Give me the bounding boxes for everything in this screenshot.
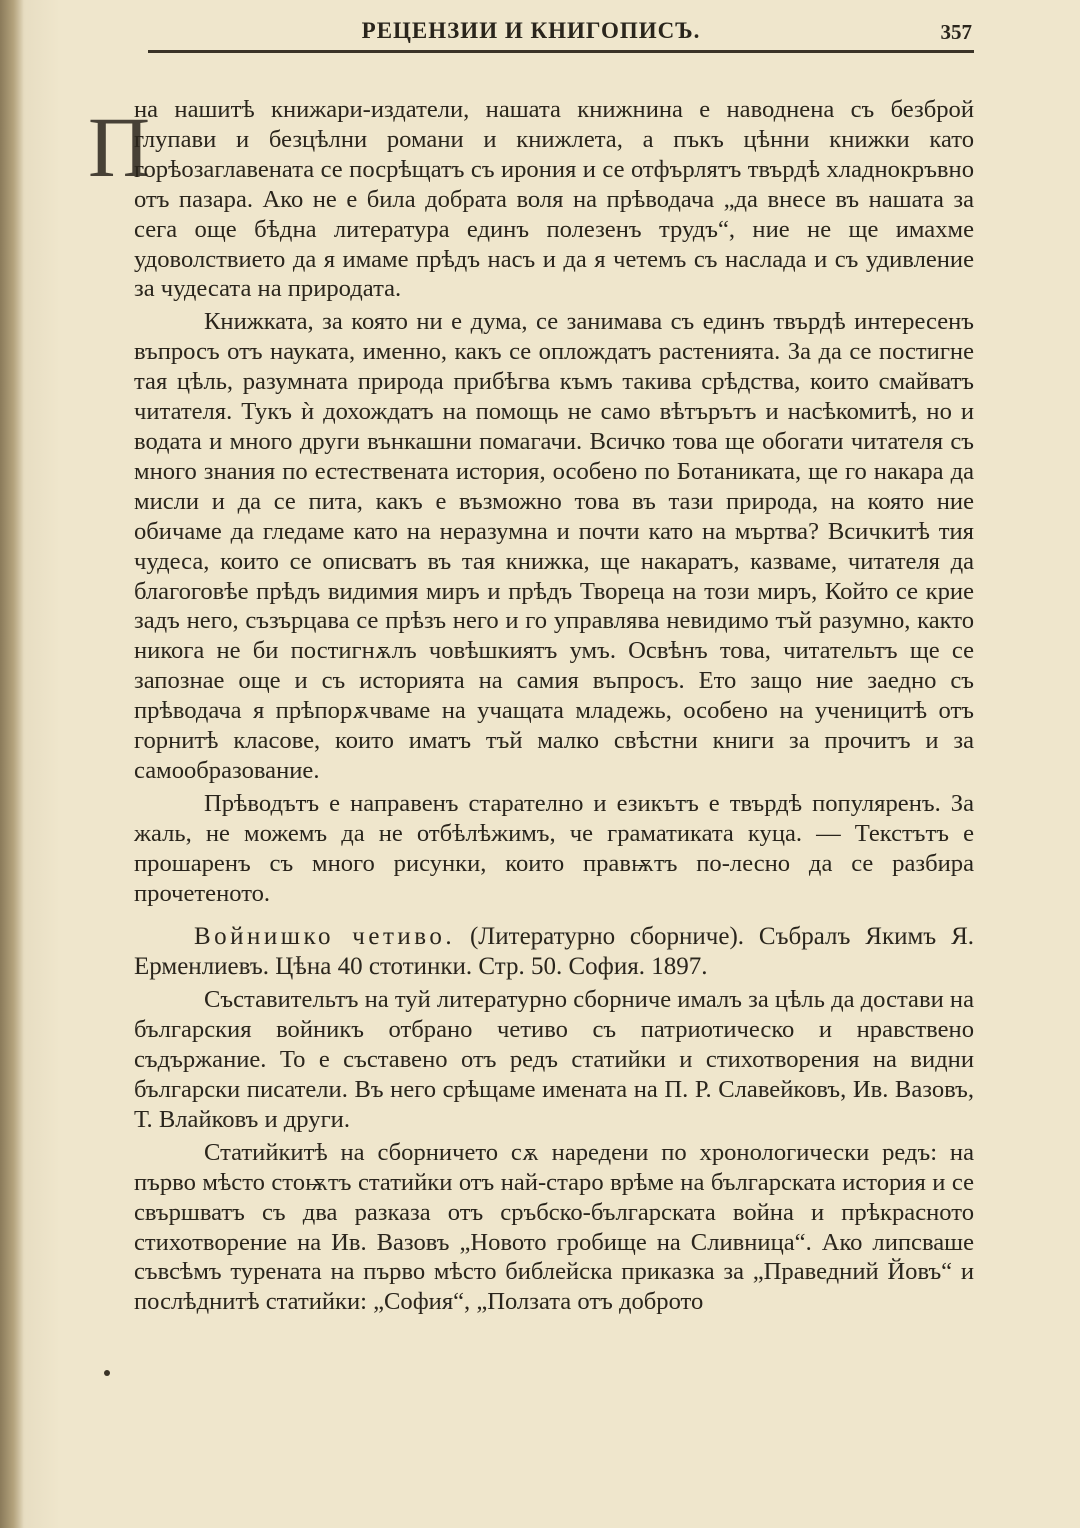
- review2-paragraph-2: Статийкитѣ на сборничето сѫ наредени по хронологически редъ: на първо мѣсто стоѭтъ статийки отъ най-старо врѣме на българската история и се свършватъ съ два разказа отъ сръбско-българската война и прѣкрасното стихотворение на Ив. Вазовъ „Новото гробище на Сливница“. Ако липсваше съвсѣмъ турената на първо мѣсто библейска приказка за „Праведний Йовъ“ и послѣднитѣ статийки: „София“, „Ползата отъ доброто: [134, 1138, 974, 1316]
- review1-paragraph-1: на нашитѣ книжари-издатели, нашата книжнина е наводнена съ безброй глупави и безцѣлни романи и книжлета, а пъкъ цѣнни книжки като горѣозаглавената се посрѣщатъ съ ирония и се отфърлятъ твърдѣ хладнокръвно отъ пазара. Ако не е била добрата воля на прѣводача „да внесе въ нашата за сега още бѣдна литература единъ полезенъ трудъ“, ние не ще имахме удоволствието да я имаме прѣдъ насъ и да я четемъ съ наслада и съ удивление за чудесата на природата.: [134, 96, 974, 303]
- review1-paragraph-3: Прѣводътъ е направенъ старателно и езикътъ е твърдѣ популяренъ. За жаль, не можемъ да не отбѣлѣжимъ, че граматиката куца. — Текстътъ е прошаренъ съ много рисунки, които правѭтъ по-лесно да се разбира прочетеното.: [134, 789, 974, 907]
- ink-speck: [104, 1370, 110, 1376]
- binding-shadow: [0, 0, 24, 1528]
- article-body: [134, 95, 974, 1317]
- review2-book-title: Войнишко четиво.: [194, 923, 456, 951]
- page-number: 357: [940, 20, 972, 44]
- review2-book-details: (Литературно сборниче). Събралъ Якимъ Я. Ерменлиевъ. Цѣна 40 стотинки. Стр. 50. София. 1897.: [134, 923, 974, 981]
- section-title: РЕЦЕНЗИИ И КНИГОПИСЪ.: [361, 18, 701, 43]
- header-rule: [148, 50, 974, 53]
- drop-cap-letter: П: [88, 99, 151, 195]
- review1-paragraph-2: Книжката, за която ни е дума, се занимава съ единъ твърдѣ интересенъ въпросъ отъ науката, именно, какъ се оплождатъ растенията. За да се постигне тая цѣль, разумната природа прибѣгва къмъ такива срѣдства, които смайватъ читателя. Тукъ ѝ дохождатъ на помощь не само вѣтърътъ и насѣкомитѣ, но и водата и много други вънкашни помагачи. Всичко това ще обогати читателя съ много знания по естествената история, особено по Ботаниката, ще го накара да мисли и да се пита, какъ е възможно това въ тази природа, на която ние обичаме да гледаме като на неразумна и почти като на мъртва? Всичкитѣ тия чудеса, които се описватъ въ тая книжка, ще накаратъ, казваме, читателя да благоговѣе прѣдъ видимия миръ и прѣдъ Твореца на този миръ, Който се крие задъ него, съзърцава се прѣзъ него и го управлява невидимо тъй разумно, както никога не би постигнѫлъ човѣшкиятъ умъ. Освѣнъ това, читательтъ ще се запознае още и съ историята на самия въпросъ. Ето защо ние заедно съ прѣводача я прѣпорѫчваме на учащата младежь, особено на ученицитѣ отъ горнитѣ класове, които иматъ тъй малко свѣстни книги за прочитъ и за самообразование.: [134, 308, 974, 784]
- review2-book-heading: [134, 922, 974, 982]
- running-header: [148, 14, 974, 54]
- review2-paragraph-1: Съставительтъ на туй литературно сборниче ималъ за цѣль да достави на българския войникъ отбрано четиво съ патриотическо и нравствено съдържание. То е съставено отъ редъ статийки и стихотворения на видни български писатели. Въ него срѣщаме имената на П. Р. Славейковъ, Ив. Вазовъ, Т. Влайковъ и други.: [134, 986, 974, 1133]
